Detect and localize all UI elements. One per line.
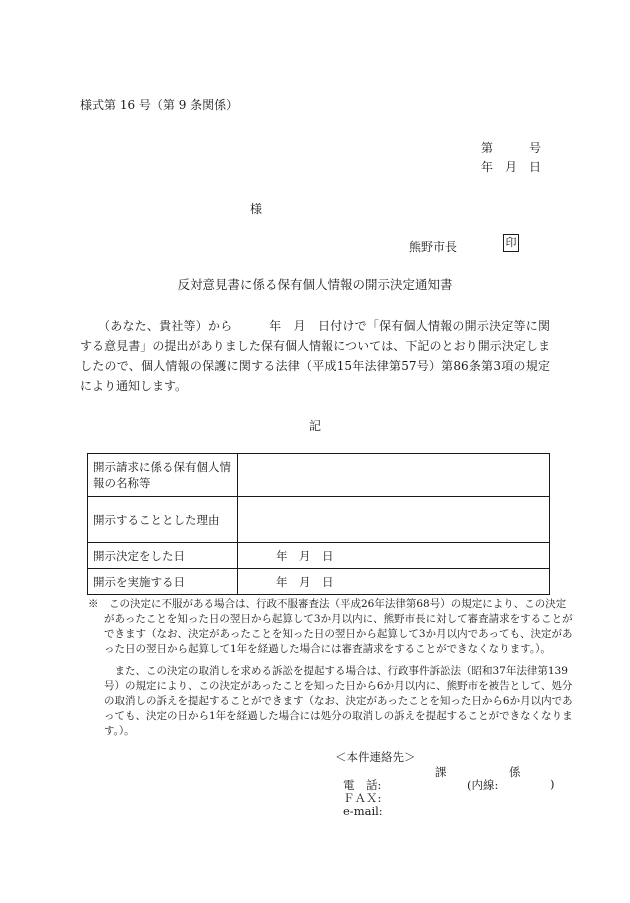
contact-ka: 課 [435,765,447,779]
row-label-info-name: 開示請求に係る保有個人情報の名称等 [88,454,238,497]
contact-extension-close: ) [550,777,555,791]
seal-stamp: 印 [503,234,519,252]
ki-heading: 記 [308,419,321,433]
form-number: 様式第 16 号（第 9 条関係） [80,98,239,112]
note-appeal: ※ この決定に不服がある場合は、行政不服審査法（平成26年法律第68号）の規定により、この決定があったことを知った日の翌日から起算して3か月以内に、熊野市長に対して審査請求をすることができます（なお、決定があったことを知った日の翌日から起算して3か月以内であっても、決定があった日の翌日から起算して1年を経過した場合には審査請求をすることができなくなります。）。 [88,598,573,655]
body-paragraph: （あなた、貴社等）から 年 月 日付けで「保有個人情報の開示決定等に関する意見書」の提出がありました保有個人情報については、下記のとおり開示決定しましたので、個人情報の保護に関する法律（平成15年法律第57号）第86条第3項の規定により通知します。 [80,319,550,393]
table-row [88,497,550,543]
table-row [88,569,550,595]
document-number-line [481,139,541,156]
contact-tel-label: 電 話: [343,778,382,792]
issue-date: 年 月 日 [481,160,542,174]
contact-extension-label: (内線: [467,778,499,792]
row-value-info-name [238,454,550,497]
row-value-reason [238,497,550,543]
disclosure-table [87,453,550,595]
go-label: 号 [529,141,542,155]
table-row [88,543,550,569]
issuer-mayor: 熊野市長 [409,240,458,254]
document-title: 反対意見書に係る保有個人情報の開示決定通知書 [177,277,453,292]
table-row [88,454,550,497]
row-value-implementation-date: 年 月 日 [238,569,550,595]
note-lawsuit: また、この決定の取消しを求める訴訟を提起する場合は、行政事件訴訟法（昭和37年法律第139号）の規定により、この決定があったことを知った日から6か月以内に、熊野市を被告として、処分の取消しの訴えを提起することができます（なお、決定があったことを知った日から6か月以内であっても、決定の日から1年を経過した場合には処分の取消しの訴えを提起することができなくなります。）。 [104,665,573,737]
addressee-sama: 様 [250,202,263,216]
row-label-implementation-date: 開示を実施する日 [88,569,238,595]
row-label-reason: 開示することとした理由 [88,497,238,543]
contact-fax-label: ＦＡＸ: [343,791,382,805]
dai-label: 第 [481,141,494,155]
contact-email-label: e-mail: [343,804,383,818]
row-value-decision-date: 年 月 日 [238,543,550,569]
contact-heading: ＜本件連絡先＞ [335,750,416,764]
contact-kakari: 係 [509,765,521,779]
row-label-decision-date: 開示決定をした日 [88,543,238,569]
